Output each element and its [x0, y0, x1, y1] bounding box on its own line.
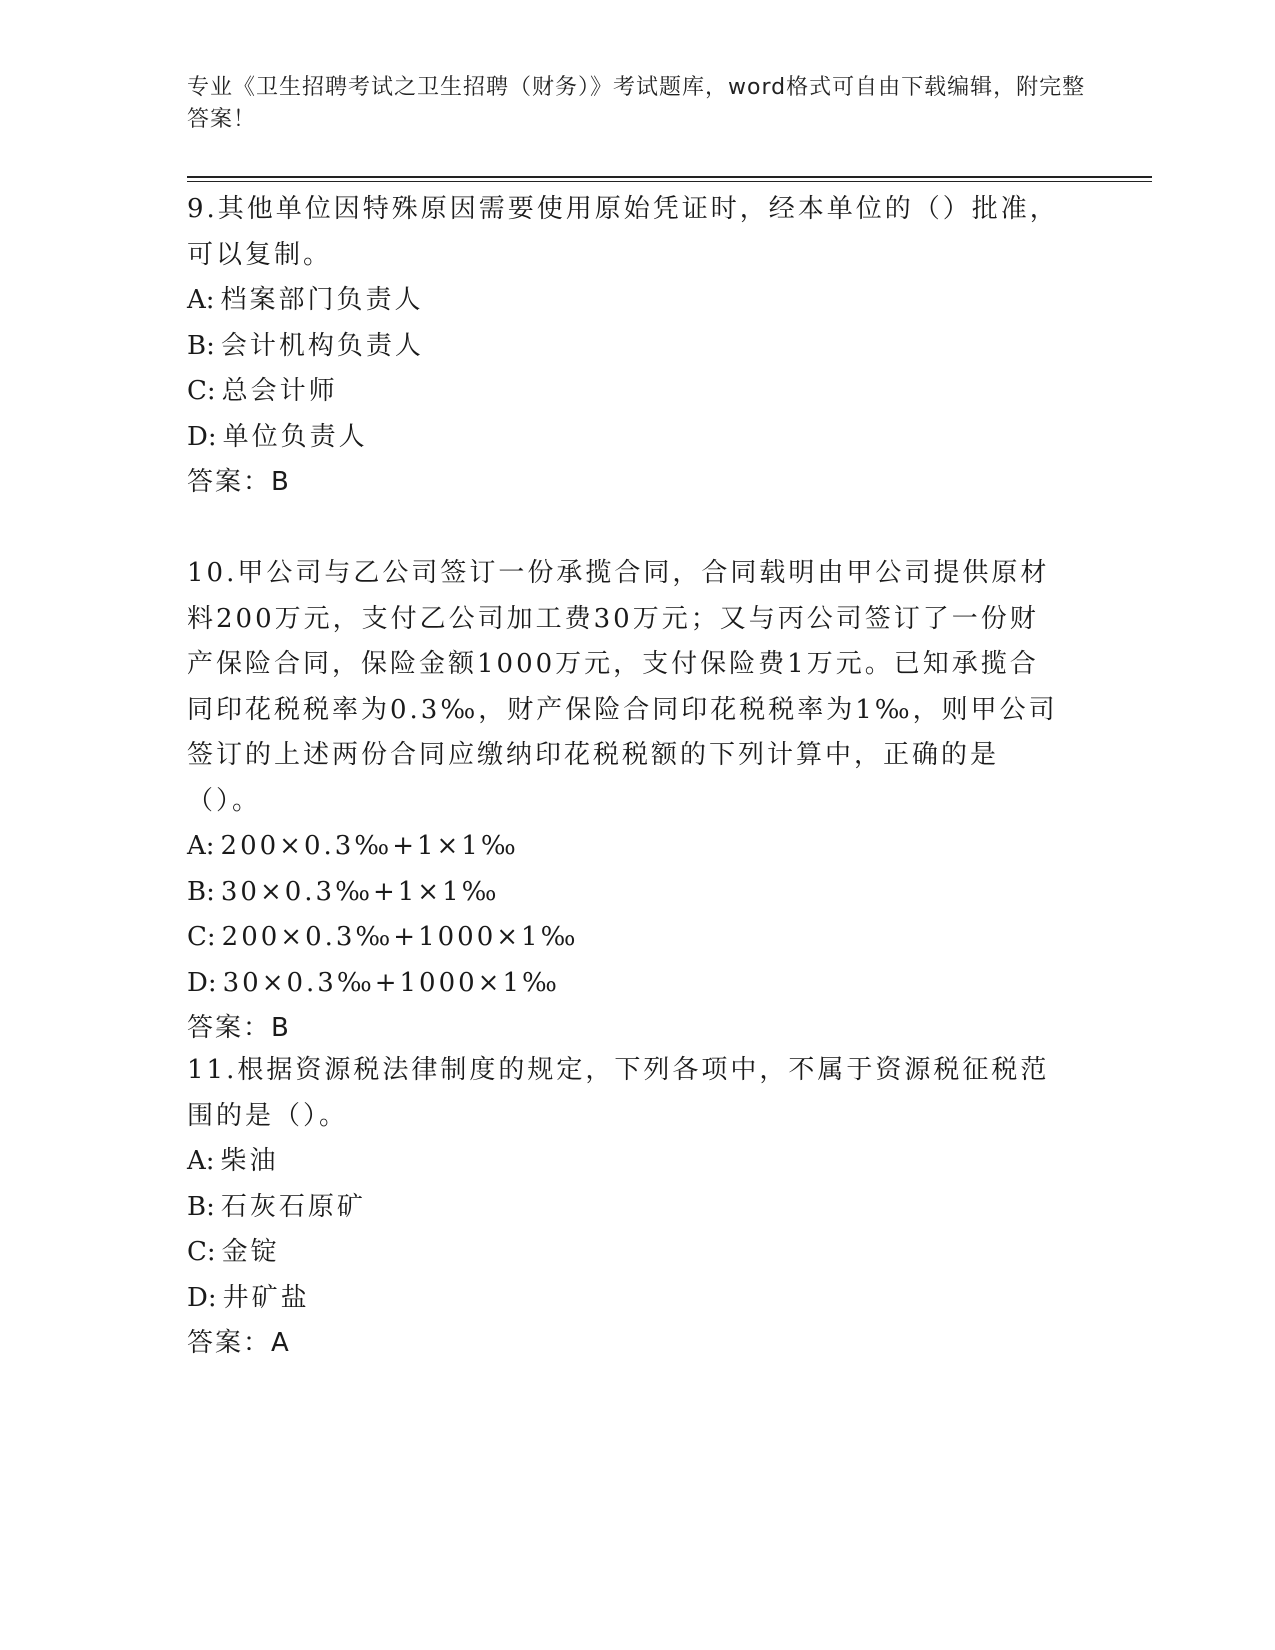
option-letter: B: — [187, 876, 215, 907]
option-b — [187, 1185, 1067, 1231]
option-a — [187, 278, 1067, 324]
answer-line: 答案：A — [187, 1328, 291, 1358]
option-text: 会计机构负责人 — [220, 330, 424, 361]
option-letter: C: — [187, 1237, 216, 1267]
option-text: 石灰石原矿 — [220, 1191, 366, 1222]
header-divider-thin — [187, 181, 1152, 182]
option-text: 井矿盐 — [222, 1282, 310, 1313]
option-letter: A: — [187, 1146, 215, 1176]
header-divider-thick — [187, 176, 1152, 178]
answer-line: 答案：B — [187, 1013, 291, 1043]
option-text: 单位负责人 — [222, 421, 368, 452]
question-stem: 11.根据资源税法律制度的规定，下列各项中，不属于资源税征税范围的是（）。 — [187, 1055, 1050, 1131]
option-text: 总会计师 — [221, 376, 338, 406]
option-b — [187, 870, 1067, 916]
option-b — [187, 324, 1067, 370]
option-letter: B: — [187, 1191, 215, 1222]
question-block — [187, 551, 1067, 1052]
option-letter: A: — [187, 285, 215, 315]
option-d — [187, 415, 1067, 461]
question-block — [187, 1048, 1067, 1367]
document-header: 专业《卫生招聘考试之卫生招聘（财务）》考试题库，word格式可自由下载编辑，附完整答案！ — [187, 75, 1086, 132]
question-stem: 10.甲公司与乙公司签订一份承揽合同，合同载明由甲公司提供原材料200万元，支付乙公司加工费30万元；又与丙公司签订了一份财产保险合同，保险金额1000万元，支付保险费1万元。已知承揽合同印花税税率为0.3‰，财产保险合同印花税税率为1‰，则甲公司签订的上述两份合同应缴纳印花税税额的下列计算中，正确的是（）。 — [187, 558, 1058, 816]
option-a — [187, 1139, 1067, 1185]
option-text: 柴油 — [220, 1146, 279, 1176]
option-letter: B: — [187, 330, 215, 361]
option-letter: A: — [187, 831, 215, 861]
option-letter: C: — [187, 376, 216, 406]
option-c — [187, 1230, 1067, 1276]
question-block — [187, 187, 1067, 506]
option-letter: D: — [187, 1282, 217, 1313]
option-d — [187, 1276, 1067, 1322]
option-d — [187, 961, 1067, 1007]
option-text: 金锭 — [221, 1237, 280, 1267]
question-stem: 9.其他单位因特殊原因需要使用原始凭证时，经本单位的（）批准，可以复制。 — [187, 194, 1059, 270]
option-text: 30×0.3‰+1×1‰ — [220, 876, 500, 907]
option-letter: D: — [187, 421, 217, 452]
option-text: 档案部门负责人 — [220, 285, 424, 315]
option-a — [187, 824, 1067, 870]
option-letter: D: — [187, 967, 217, 998]
option-text: 200×0.3‰+1×1‰ — [220, 831, 519, 861]
option-c — [187, 915, 1067, 961]
option-text: 200×0.3‰+1000×1‰ — [221, 922, 579, 952]
answer-line: 答案：B — [187, 467, 291, 497]
option-letter: C: — [187, 922, 216, 952]
option-c — [187, 369, 1067, 415]
option-text: 30×0.3‰+1000×1‰ — [222, 967, 560, 998]
